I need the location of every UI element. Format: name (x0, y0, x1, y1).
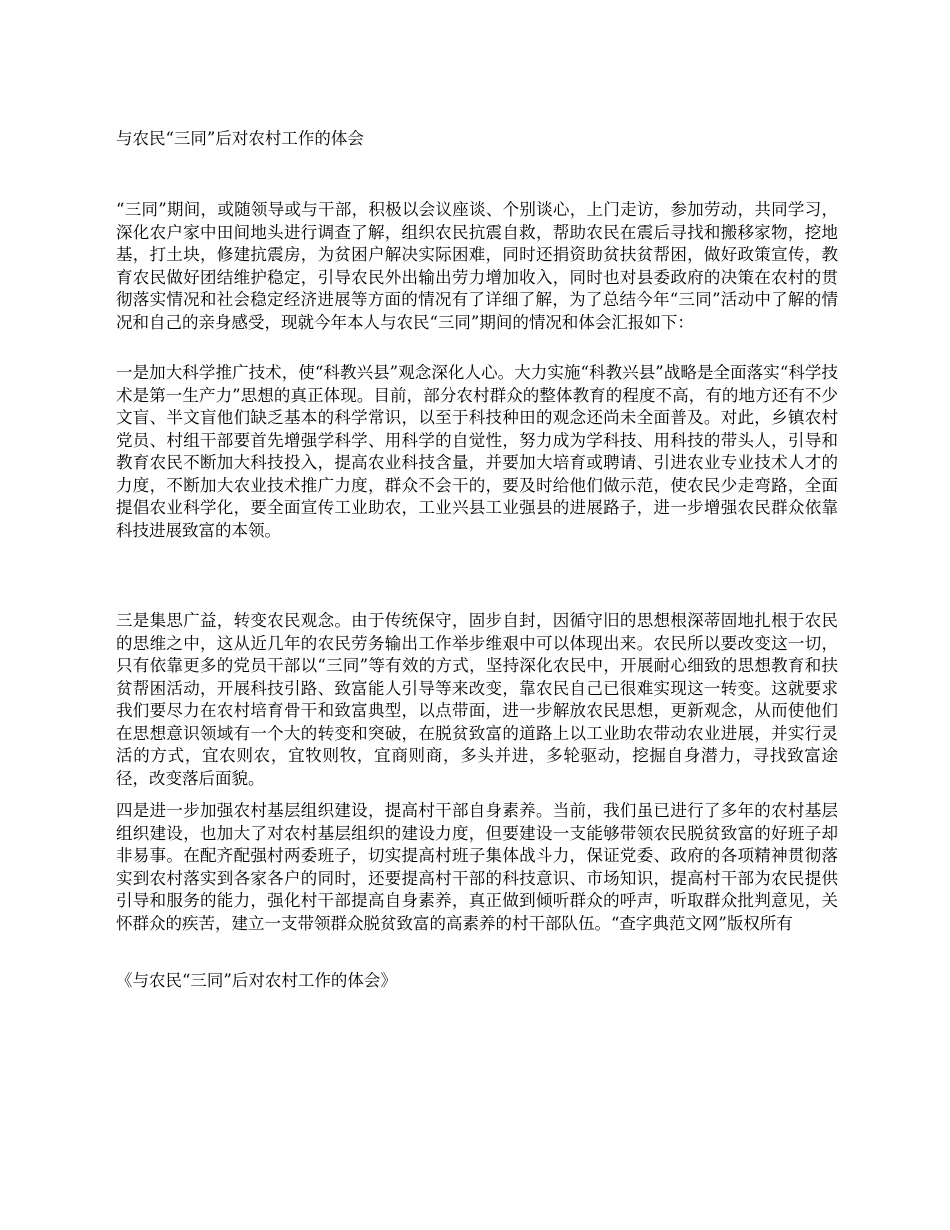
paragraph-point-one: 一是加大科学推广技术，使“科教兴县”观念深化人心。大力实施“科教兴县”战略是全面落实“科学技术是第一生产力”思想的真正体现。目前，部分农村群众的整体教育的程度不高，有的地方还有不少文盲、半文盲他们缺乏基本的科学常识，以至于科技种田的观念还尚未全面普及。对此，乡镇农村党员、村组干部要首先增强学科学、用科学的自觉性，努力成为学科技、用科技的带头人，引导和教育农民不断加大科技投入，提高农业科技含量，并要加大培育或聘请、引进农业专业技术人才的力度，不断加大农业技术推广力度，群众不会干的，要及时给他们做示范，使农民少走弯路，全面提倡农业科学化，要全面宣传工业助农，工业兴县工业强县的进展路子，进一步增强农民群众依靠科技进展致富的本领。 (116, 363, 838, 540)
document-footer-title: 《与农民“三同”后对农村工作的体会》 (116, 971, 397, 990)
paragraph-point-four: 四是进一步加强农村基层组织建设，提高村干部自身素养。当前，我们虽已进行了多年的农村基层组织建设，也加大了对农村基层组织的建设力度，但要建设一支能够带领农民脱贫致富的好班子却非易事。在配齐配强村两委班子，切实提高村班子集体战斗力，保证党委、政府的各项精神贯彻落实到农村落实到各家各户的同时，还要提高村干部的科技意识、市场知识，提高村干部为农民提供引导和服务的能力，强化村干部提高自身素养，真正做到倾听群众的呼声，听取群众批判意见，关怀群众的疾苦，建立一支带领群众脱贫致富的高素养的村干部队伍。“查字典范文网”版权所有 (116, 801, 838, 933)
paragraph-point-three: 三是集思广益，转变农民观念。由于传统保守，固步自封，因循守旧的思想根深蒂固地扎根于农民的思维之中，这从近几年的农民劳务输出工作举步维艰中可以体现出来。农民所以要改变这一切，只有依靠更多的党员干部以“三同”等有效的方式，坚持深化农民中，开展耐心细致的思想教育和扶贫帮困活动，开展科技引路、致富能人引导等来改变，靠农民自己已很难实现这一转变。这就要求我们要尽力在农村培育骨干和致富典型，以点带面，进一步解放农民思想，更新观念，从而使他们在思想意识领域有一个大的转变和突破，在脱贫致富的道路上以工业助农带动农业进展，并实行灵活的方式，宜农则农，宜牧则牧，宜商则商，多头并进，多轮驱动，挖掘自身潜力，寻找致富途径，改变落后面貌。 (116, 611, 838, 788)
document-title: 与农民“三同”后对农村工作的体会 (116, 129, 364, 148)
paragraph-intro: “三同”期间，或随领导或与干部，积极以会议座谈、个别谈心，上门走访，参加劳动，共同学习，深化农户家中田间地头进行调查了解，组织农民抗震自救，帮助农民在震后寻找和搬移家物，挖地基，打土块，修建抗震房，为贫困户解决实际困难，同时还捐资助贫扶贫帮困，做好政策宣传，教育农民做好团结维护稳定，引导农民外出输出劳力增加收入，同时也对县委政府的决策在农村的贯彻落实情况和社会稳定经济进展等方面的情况有了详细了解，为了总结今年“三同”活动中了解的情况和自己的亲身感受，现就今年本人与农民“三同”期间的情况和体会汇报如下： (116, 200, 838, 332)
